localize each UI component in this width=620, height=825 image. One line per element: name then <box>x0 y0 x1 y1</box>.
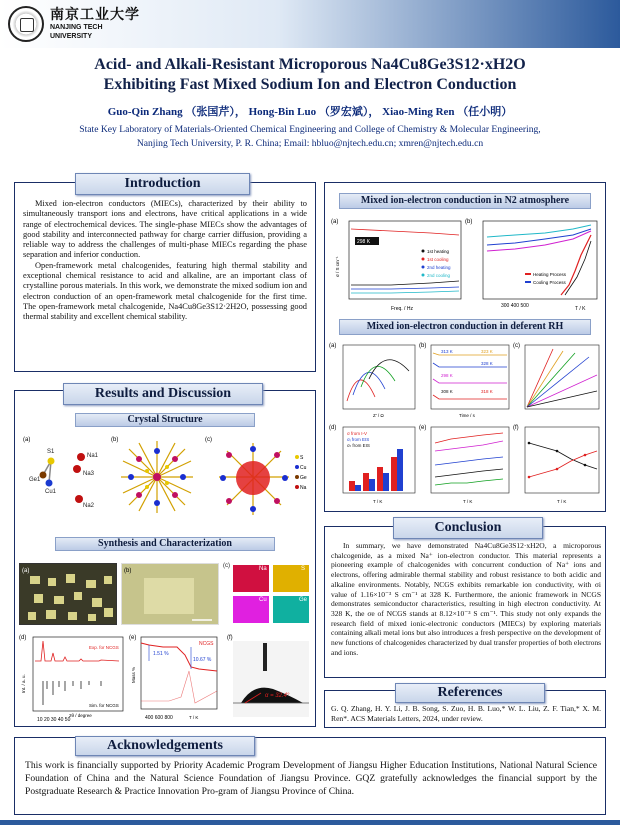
introduction-box <box>14 176 316 372</box>
rh-heading: Mixed ion-electron conduction in deferent RH <box>339 319 591 335</box>
n2-legend-1st-cooling: 1st cooling <box>427 257 449 262</box>
reference-entry: G. Q. Zhang, H. Y. Li, J. B. Song, S. Zuo, H. B. Luo,* W. L. Liu, Z. F. Tian,* X. M. Ren*. ACS Materials Letters, 2024, under review. <box>331 704 601 723</box>
rh-iv-plot <box>419 339 511 419</box>
introduction-paragraph-1: Mixed ion-electron conductors (MIECs), characterized by their ability to simultaneously transport ions and electrons, have critical applications in a wide range of electrochemical devices. The single-phase MIECs show the advantages of good stability and interconnected pathway for charge carrier diffusion, providing a reliable way to address the challenges of multi-phase MIECs regarding the phase separation and inferior conduction. <box>23 199 307 260</box>
svg-text:(b): (b) <box>111 437 119 443</box>
synthesis-heading: Synthesis and Characterization <box>55 537 275 551</box>
n2-conductivity-temp-plot <box>465 215 601 313</box>
title-line-1: Acid- and Alkali-Resistant Microporous Na4Cu8Ge3S12·xH2O <box>94 56 526 73</box>
svg-text:(d): (d) <box>329 425 337 431</box>
asymmetric-unit-figure <box>21 431 107 523</box>
university-seal-icon <box>8 6 44 42</box>
xrd-legend-exp: Exp. for NCGS <box>89 645 119 650</box>
tga-label: NCGS <box>199 641 214 647</box>
atom-label-s1: S1 <box>47 449 55 455</box>
rh-legend-iv: σ from I-V <box>347 431 368 436</box>
rh-transfer-number-plot <box>513 421 601 505</box>
svg-text:(b): (b) <box>419 343 427 349</box>
acknowledgements-box <box>14 737 606 815</box>
results-heading: Results and Discussion <box>63 383 263 405</box>
n2-conductivity-freq-plot <box>331 215 465 313</box>
svg-text:(c): (c) <box>513 343 520 349</box>
tga-step-1: 1.51 % <box>153 651 169 657</box>
svg-text:300 400 500: 300 400 500 <box>501 303 529 309</box>
svg-text:(a): (a) <box>329 343 337 349</box>
svg-text:(a): (a) <box>23 437 31 443</box>
atom-label-ge1: Ge1 <box>29 477 41 483</box>
conclusion-heading: Conclusion <box>393 517 543 539</box>
svg-text:(f): (f) <box>513 425 519 431</box>
rh-multi-xlabel: T / K <box>463 499 473 504</box>
rh-temp-323: 323 K <box>481 349 493 354</box>
author-list: Guo-Qin Zhang （张国芹）， Hong-Bin Luo （罗宏斌）， Xiao-Ming Ren （任小明） <box>107 106 513 118</box>
conclusion-paragraph: In summary, we have demonstrated Na4Cu8Ge3S12·xH2O, a microporous chalcogenide, as a mixed Na⁺ ion-electron conductor. This material represents a pioneering example of chalcogenides with concurrent conduction of Na⁺ ions and electrons, offering admirable thermal stability and robust resistance to both acidic and alkaline environments. Notably, NCGS exhibits remarkable ion conductivity, with σi value of 1.16×10⁻³ S cm⁻¹ at 328 K. Furthermore, the anionic framework in NCGS demonstrates semiconductor characteristics, resulting in high electron conductivity. At 328 K, the σe of NCGS stands at 8.12×10⁻³ S cm⁻¹. This study not only expands the research field of mixed ionic-electronic conductors (MIECs) by exploring materials containing alkali metal ions but also introduces a fresh perspective on the development of new functions of chalcogenides characterized by dual transfer properties of both electrons and ions. <box>331 541 601 657</box>
conclusion-text <box>331 541 601 677</box>
framework-svg <box>111 431 203 523</box>
footer-bar <box>0 820 620 825</box>
n2-cooling-process-label: Cooling Process <box>533 280 566 285</box>
n2-legend-2nd-cooling: 2nd cooling <box>427 273 451 278</box>
tga-plot <box>129 631 225 723</box>
rh-legend-eis-i: σᵢ from EIS <box>347 437 370 442</box>
mapping-label-na: Na <box>259 566 267 572</box>
mixed-conduction-box <box>324 182 606 512</box>
affiliation <box>0 123 620 151</box>
rh-nyquist-svg <box>329 339 417 419</box>
svg-text:(e): (e) <box>419 425 427 431</box>
introduction-heading: Introduction <box>75 173 250 195</box>
rh-temp-318: 318 K <box>481 389 493 394</box>
sem-image-b <box>121 563 219 625</box>
svg-text:Na: Na <box>300 485 307 491</box>
introduction-text <box>23 199 307 369</box>
rh-iv-svg <box>419 339 511 419</box>
n2-freq-svg <box>331 215 465 313</box>
rh-linear-plot <box>513 339 601 419</box>
crystal-photo-a-svg <box>20 564 118 626</box>
atom-label-na2: Na2 <box>83 503 95 509</box>
contact-angle-value: α = 32.4° <box>265 693 290 699</box>
svg-text:10 20 30 40 50: 10 20 30 40 50 <box>37 717 71 723</box>
rh-transfer-svg <box>513 421 601 505</box>
logo-english-line1: NANJING TECH <box>50 24 103 31</box>
framework-structure-figure <box>111 431 203 523</box>
svg-text:400 600 800: 400 600 800 <box>145 715 173 721</box>
n2-legend-2nd-heating: 2nd heating <box>427 265 451 270</box>
references-heading: References <box>395 683 545 703</box>
logo-chinese-name: 南京工业大学 <box>50 7 140 23</box>
conclusion-box <box>324 520 606 678</box>
poster-title <box>0 55 620 95</box>
svg-text:(a): (a) <box>331 219 339 225</box>
mapping-label-s: S <box>301 566 306 572</box>
pore-svg <box>205 431 309 523</box>
n2-temp-xlabel: T / K <box>575 306 586 312</box>
n2-temp-svg <box>465 215 601 313</box>
acknowledgements-heading: Acknowledgements <box>75 736 255 756</box>
svg-text:Ge: Ge <box>300 475 307 481</box>
rh-temp-313: 313 K <box>441 349 453 354</box>
element-mapping-figure: (c) Na S Cu Ge <box>223 563 311 625</box>
mapping-label-ge: Ge <box>299 597 308 603</box>
rh-legend-eis-t: σₜ from EIS <box>347 443 370 448</box>
xrd-plot <box>19 631 127 723</box>
introduction-paragraph-2: Open-framework metal chalcogenides, featuring high thermal stability and exceptional chemical resistance to acid and alkaline, are an important class of crystalline porous materials. In this work, we demonstrate the mixed sodium ion and electron conduction of an open-framework metal chalcogenide for the first time. The open-framework metal chalcogenide, Na4Cu8Ge3S12·2H2O, possessing good thermal stability and excellent chemical stability. <box>23 260 307 322</box>
svg-text:S: S <box>300 455 304 461</box>
rh-sigma-xlabel: T / K <box>373 499 383 504</box>
n2-atmosphere-heading: Mixed ion-electron conduction in N2 atmosphere <box>339 193 591 209</box>
xrd-ylabel: Int. / a. u. <box>21 674 26 693</box>
rh-multi-series-plot <box>419 421 511 505</box>
affiliation-line-1: State Key Laboratory of Materials-Oriented Chemical Engineering and College of Chemistry & Molecular Engineering, <box>79 124 541 135</box>
acknowledgements-text: This work is financially supported by Priority Academic Program Development of Jiangsu Higher Education Institutions, National Natural Science Foundation of China and the Natural Science Foundation of Jiangsu Province. GQZ gratefully acknowledges the financial support by the Postgraduate Research & Practice Innovation Pro-gram of Jiangsu Province of China. <box>25 760 597 797</box>
logo-english-line2: UNIVERSITY <box>50 33 93 40</box>
svg-text:Cu: Cu <box>300 465 307 471</box>
title-line-2: Exhibiting Fast Mixed Sodium Ion and Electron Conduction <box>103 76 517 93</box>
svg-text:(c): (c) <box>205 437 212 443</box>
pore-structure-figure <box>205 431 309 523</box>
n2-freq-ylabel: σ / S cm⁻¹ <box>335 256 340 277</box>
tga-xlabel: T / K <box>189 715 199 720</box>
results-box <box>14 386 316 727</box>
crystal-photo-a <box>19 563 117 625</box>
rh-temp-328: 328 K <box>481 361 493 366</box>
mapping-label-cu: Cu <box>259 597 267 603</box>
svg-text:(e): (e) <box>129 635 137 641</box>
xrd-xlabel: 2θ / degree <box>69 713 92 718</box>
n2-legend-1st-heating: 1st heating <box>427 249 450 254</box>
atom-label-na3: Na3 <box>83 471 95 477</box>
n2-heating-process-label: Heating Process <box>533 272 567 277</box>
tga-svg <box>129 631 225 723</box>
xrd-legend-sim: Sim. for NCGS <box>89 703 119 708</box>
svg-text:(b): (b) <box>124 568 132 574</box>
svg-text:(b): (b) <box>465 219 473 225</box>
rh-iv-xlabel: Time / s <box>459 413 475 418</box>
n2-temp-tag: 298 K <box>357 239 371 245</box>
rh-temp-298: 298 K <box>441 373 453 378</box>
rh-nyquist-xlabel: Z' / Ω <box>373 413 384 418</box>
affiliation-line-2: Nanjing Tech University, P. R. China; Email: hbluo@njtech.edu.cn; xmren@njtech.edu.cn <box>136 138 484 149</box>
tga-step-2: 10.67 % <box>193 657 212 663</box>
sem-image-b-svg <box>122 564 220 626</box>
svg-text:(a): (a) <box>22 568 30 574</box>
rh-linear-svg <box>513 339 601 419</box>
n2-freq-xlabel: Freq. / Hz <box>391 306 413 312</box>
xrd-svg <box>19 631 127 723</box>
rh-sigma-temp-plot <box>329 421 417 505</box>
contact-angle-figure <box>227 631 311 723</box>
rh-nyquist-plot <box>329 339 417 419</box>
svg-text:(f): (f) <box>227 635 233 641</box>
tga-ylabel: Mass % <box>131 666 136 683</box>
crystal-structure-heading: Crystal Structure <box>75 413 255 427</box>
references-box <box>324 685 606 728</box>
contact-angle-svg <box>227 631 311 723</box>
svg-text:(d): (d) <box>19 635 27 641</box>
rh-transfer-xlabel: T / K <box>557 499 567 504</box>
university-logo <box>8 6 140 42</box>
rh-sigma-svg <box>329 421 417 505</box>
atom-label-cu1: Cu1 <box>45 489 57 495</box>
atom-label-na1: Na1 <box>87 453 99 459</box>
rh-temp-308: 308 K <box>441 389 453 394</box>
rh-multi-svg <box>419 421 511 505</box>
